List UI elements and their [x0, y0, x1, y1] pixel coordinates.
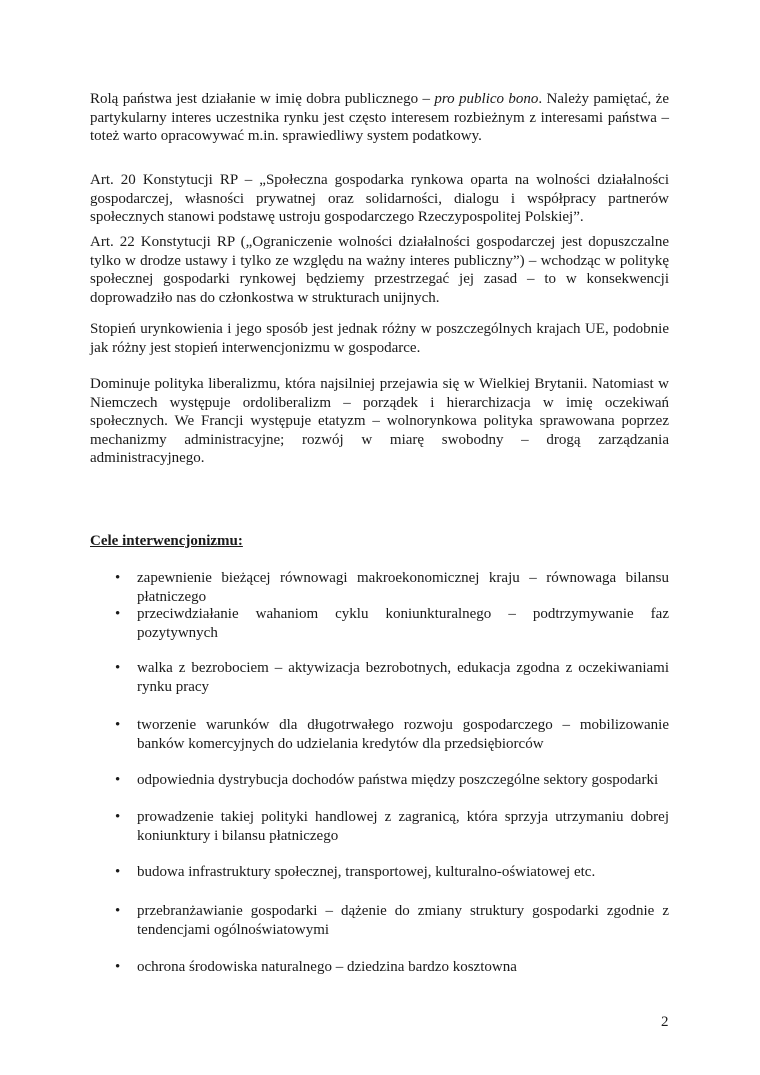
list-item — [115, 771, 669, 790]
section-heading: Cele interwencjonizmu: — [90, 533, 243, 549]
bullet-icon: • — [115, 864, 121, 880]
bullet-icon: • — [115, 717, 121, 733]
paragraph-liberalism: Dominuje polityka liberalizmu, która najsilniej przejawia się w Wielkiej Brytanii. Natomiast w Niemczech występuje ordoliberalizm – porządek i hierarchizacja w imię oczekiwań społecznych. We Francji występuje etatyzm – wolnorynkowa polityka sprawowana poprzez mechanizmy administracyjne; rozwój w miarę swobodny – drogą zarządzania administracyjnego. — [90, 376, 669, 467]
bullet-icon: • — [115, 809, 121, 825]
paragraph-role-of-state — [90, 90, 669, 146]
bullet-icon: • — [115, 903, 121, 919]
latin-phrase: pro publico bono — [434, 91, 539, 107]
bullet-icon: • — [115, 606, 121, 622]
bullet-icon: • — [115, 772, 121, 788]
bullet-icon: • — [115, 660, 121, 676]
list-item — [115, 716, 669, 753]
paragraph-market-degree: Stopień urynkowienia i jego sposób jest jednak różny w poszczególnych krajach UE, podobnie jak różny jest stopień interwencjonizmu w gospodarce. — [90, 321, 669, 356]
paragraph-art-20: Art. 20 Konstytucji RP – „Społeczna gospodarka rynkowa oparta na wolności działalności gospodarczej, własności prywatnej oraz solidarności, dialogu i współpracy partnerów społecznych stanowi podstawę ustroju gospodarczego Rzeczypospolitej Polskiej”. — [90, 172, 669, 226]
list-item — [115, 958, 669, 977]
list-item — [115, 863, 669, 882]
page-number: 2 — [661, 1014, 669, 1030]
bullet-icon: • — [115, 959, 121, 975]
text: Rolą państwa jest działanie w imię dobra publicznego – — [90, 91, 435, 107]
paragraph-art-22: Art. 22 Konstytucji RP („Ograniczenie wolności działalności gospodarczej jest dopuszczalne tylko w drodze ustawy i tylko ze względu na ważny interes publiczny”) – wchodząc w politykę społecznej gospodarki rynkowej będziemy przestrzegać jej zasad – to w konsekwencji doprowadziło nas do członkostwa w strukturach unijnych. — [90, 234, 669, 306]
list-item-text: prowadzenie takiej polityki handlowej z zagranicą, która sprzyja utrzymaniu dobrej koniunktury i bilansu płatniczego — [137, 809, 669, 844]
list-item-text: odpowiednia dystrybucja dochodów państwa między poszczególne sektory gospodarki — [137, 772, 659, 788]
list-item-text: przebranżawianie gospodarki – dążenie do zmiany struktury gospodarki zgodnie z tendencjami ogólnoświatowymi — [137, 903, 669, 938]
list-item — [115, 569, 669, 606]
list-item-text: zapewnienie bieżącej równowagi makroekonomicznej kraju – równowaga bilansu płatniczego — [137, 570, 669, 605]
list-item-text: budowa infrastruktury społecznej, transportowej, kulturalno-oświatowej etc. — [137, 864, 596, 880]
list-item-text: ochrona środowiska naturalnego – dziedzina bardzo kosztowna — [137, 959, 517, 975]
list-item — [115, 902, 669, 939]
list-item — [115, 659, 669, 696]
list-item — [115, 808, 669, 845]
list-item — [115, 605, 669, 642]
list-item-text: walka z bezrobociem – aktywizacja bezrobotnych, edukacja zgodna z oczekiwaniami rynku pracy — [137, 660, 669, 695]
list-item-text: przeciwdziałanie wahaniom cyklu koniunkturalnego – podtrzymywanie faz pozytywnych — [137, 606, 669, 641]
list-item-text: tworzenie warunków dla długotrwałego rozwoju gospodarczego – mobilizowanie banków komercyjnych do udzielania kredytów dla przedsiębiorców — [137, 717, 669, 752]
bullet-icon: • — [115, 570, 121, 586]
text: . Należy pamiętać, że partykularny interes uczestnika rynku jest często interesem rozbieżnym z interesami państwa – toteż warto opracowywać m.in. sprawiedliwy system podatkowy. — [90, 91, 669, 145]
